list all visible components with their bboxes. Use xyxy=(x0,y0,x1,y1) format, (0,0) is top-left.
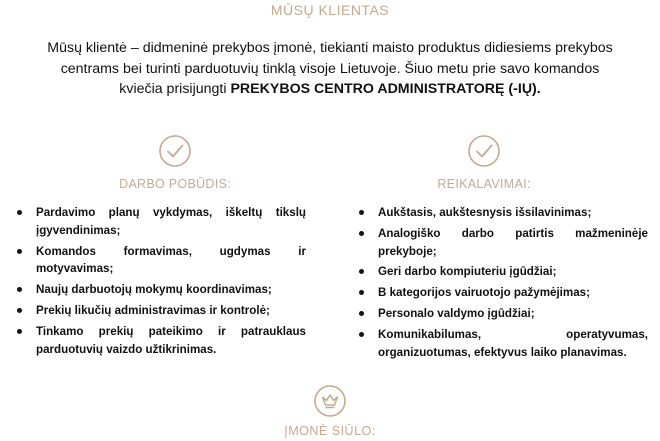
list-item: Komandos formavimas, ugdymas ir motyvavimas; xyxy=(14,243,306,279)
check-circle-icon xyxy=(467,134,501,168)
section-title-client: MŪSŲ KLIENTAS xyxy=(270,2,390,18)
list-item: Analogiško darbo patirtis mažmeninėje prekyboje; xyxy=(356,225,648,261)
list-item: B kategorijos vairuotojo pažymėjimas; xyxy=(356,284,648,302)
intro-text: Mūsų klientė – didmeninė prekybos įmonė, tiekianti maisto produktus didiesiems prekybos centrams bei turinti parduotuvių tinklą visoje Lietuvoje. Šiuo metu prie savo komandos kviečia prisijungti xyxy=(47,40,613,97)
intro-paragraph xyxy=(40,38,620,100)
list-item: Geri darbo kompiuteriu įgūdžiai; xyxy=(356,263,648,281)
crown-circle-icon xyxy=(313,384,347,418)
list-item: Personalo valdymo įgūdžiai; xyxy=(356,305,648,323)
list-item: Aukštasis, aukštesnysis išsilavinimas; xyxy=(356,204,648,222)
section-title-work: DARBO POBŪDIS: xyxy=(119,177,231,191)
list-item: Tinkamo prekių pateikimo ir patrauklaus parduotuvių vaizdo užtikrinimas. xyxy=(14,323,306,359)
list-item: Prekių likučių administravimas ir kontrolė; xyxy=(14,302,306,320)
list-item: Komunikabilumas, operatyvumas, organizuotumas, efektyvus laiko planavimas. xyxy=(356,326,648,362)
check-circle-icon xyxy=(158,134,192,168)
list-item: Pardavimo planų vykdymas, iškeltų tikslų įgyvendinimas; xyxy=(14,204,306,240)
section-title-requirements: REIKALAVIMAI: xyxy=(437,177,531,191)
intro-highlight: PREKYBOS CENTRO ADMINISTRATORĘ (-IŲ). xyxy=(230,81,541,97)
list-item: Naujų darbuotojų mokymų koordinavimas; xyxy=(14,281,306,299)
work-list xyxy=(14,204,306,361)
requirements-list xyxy=(356,204,648,364)
section-title-offer: ĮMONĖ SIŪLO: xyxy=(284,424,376,438)
